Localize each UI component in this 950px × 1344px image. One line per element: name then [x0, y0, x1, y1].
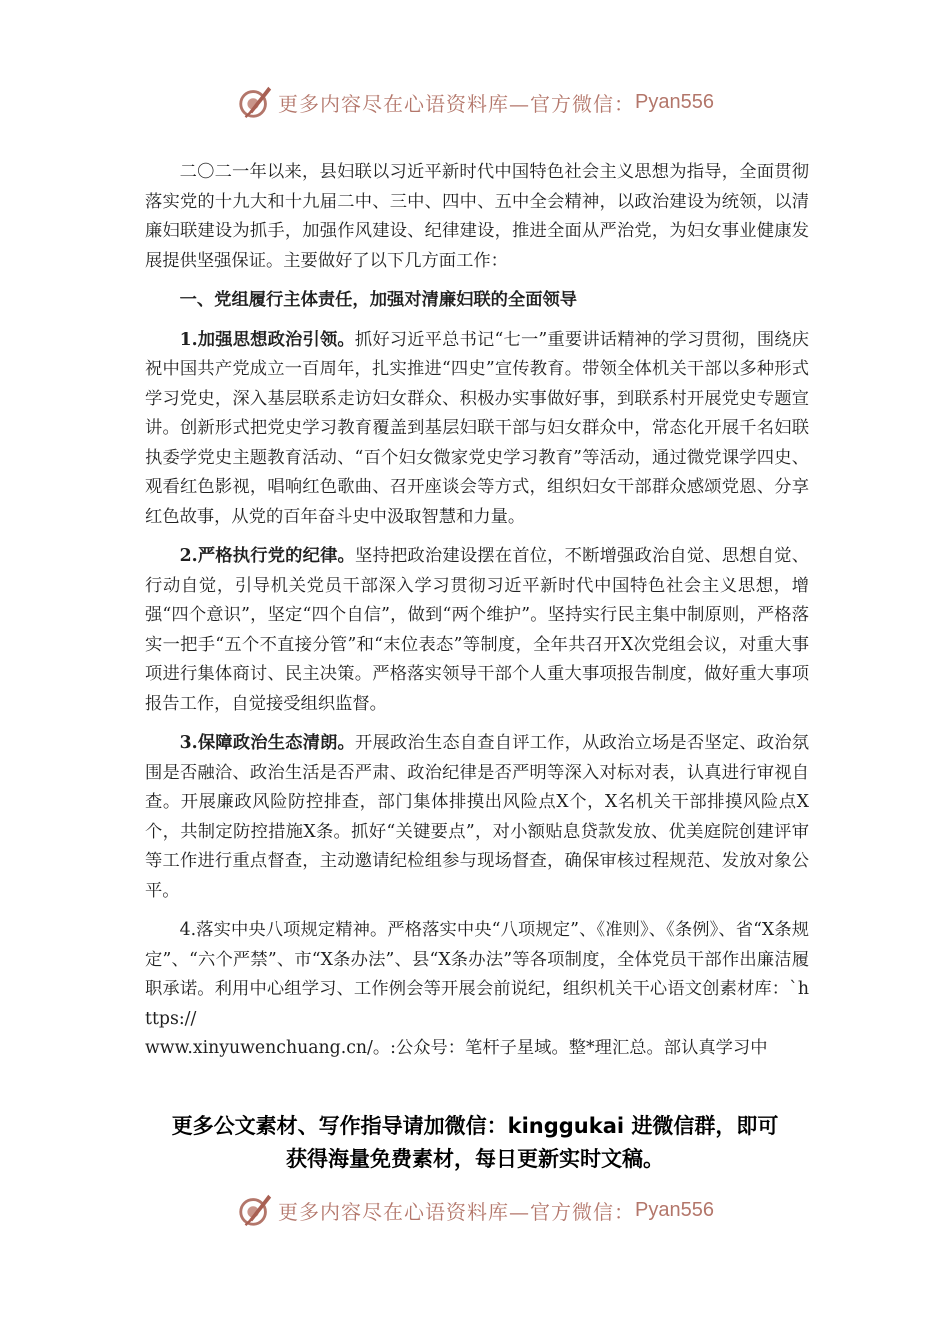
item-title-2: 2.严格执行党的纪律。	[179, 546, 356, 566]
banner-text: 更多内容尽在心语资料库—官方微信：	[278, 91, 636, 116]
promo-notice	[120, 1110, 830, 1176]
item-paragraph-4	[145, 916, 809, 1034]
promo-line-1: 更多公文素材、写作指导请加微信：kinggukai 进微信群，即可	[171, 1114, 779, 1138]
document-body	[145, 158, 809, 1064]
item-title-1: 1.加强思想政治引领。	[179, 329, 355, 350]
promo-line-2: 获得海量免费素材，每日更新实时文稿。	[286, 1147, 664, 1171]
item-body-3: 开展政治生态自查自评工作，从政治立场是否坚定、政治氛围是否融洽、政治生活是否严肃、政治纪律是否严明等深入对标对表，认真进行审视自查。开展廉政风险防控排查，部门集体排摸出风险点X个，X名机关干部排摸风险点X个，共制定防控措施X条。抓好“关键要点”，对小额贴息贷款发放、优美庭院创建评审等工作进行重点督查，主动邀请纪检组参与现场督查，确保审核过程规范、发放对象公平。	[145, 733, 809, 901]
item-paragraph-4-tail: www.xinyuwenchuang.cn/。:公众号：笔杆子星域。整*理汇总。部认真学习中	[145, 1038, 768, 1058]
quill-pen-logo-icon	[236, 1191, 274, 1229]
banner-wechat-id: Pyan556	[635, 1198, 714, 1221]
footer-banner	[0, 1190, 950, 1230]
banner-wechat-id: Pyan556	[635, 90, 714, 113]
intro-paragraph: 二〇二一年以来，县妇联以习近平新时代中国特色社会主义思想为指导，全面贯彻落实党的十九大和十九届二中、三中、四中、五中全会精神，以政治建设为统领，以清廉妇联建设为抓手，加强作风建设、纪律建设，推进全面从严治党，为妇女事业健康发展提供坚强保证。主要做好了以下几方面工作：	[145, 162, 809, 271]
banner-text: 更多内容尽在心语资料库—官方微信：	[278, 1199, 636, 1224]
item-title-4: 4.落实中央八项规定精神。	[179, 920, 388, 940]
item-paragraph-3	[145, 729, 809, 906]
item-title-3: 3.保障政治生态清朗。	[179, 733, 356, 753]
section-heading: 一、党组履行主体责任，加强对清廉妇联的全面领导	[179, 290, 578, 310]
item-paragraph-1	[145, 326, 809, 533]
quill-pen-logo-icon	[236, 83, 274, 121]
item-body-4: 严格落实中央“八项规定”、《准则》、《条例》、省“X条规定”、“六个严禁”、市“X条办法”、县“X条办法”等各项制度，全体党员干部作出廉洁履职承诺。利用中心组学习、工作例会等开展会前说纪，组织机关干心语文创素材库：`https://	[145, 920, 809, 1029]
header-banner	[0, 82, 950, 122]
item-body-2: 坚持把政治建设摆在首位，不断增强政治自觉、思想自觉、行动自觉，引导机关党员干部深入学习贯彻习近平新时代中国特色社会主义思想，增强“四个意识”，坚定“四个自信”，做到“两个维护”。坚持实行民主集中制原则，严格落实一把手“五个不直接分管”和“末位表态”等制度，全年共召开X次党组会议，对重大事项进行集体商讨、民主决策。严格落实领导干部个人重大事项报告制度，做好重大事项报告工作，自觉接受组织监督。	[145, 546, 809, 714]
item-paragraph-2	[145, 542, 809, 719]
item-body-1: 抓好习近平总书记“七一”重要讲话精神的学习贯彻，围绕庆祝中国共产党成立一百周年，扎实推进“四史”宣传教育。带领全体机关干部以多种形式学习党史，深入基层联系走访妇女群众、积极办实事做好事，到联系村开展党史专题宣讲。创新形式把党史学习教育覆盖到基层妇联干部与妇女群众中，常态化开展千名妇联执委学党史主题教育活动、“百个妇女微家党史学习教育”等活动，通过微党课学四史、观看红色影视，唱响红色歌曲、召开座谈会等方式，组织妇女干部群众感颂党恩、分享红色故事，从党的百年奋斗史中汲取智慧和力量。	[145, 329, 810, 527]
